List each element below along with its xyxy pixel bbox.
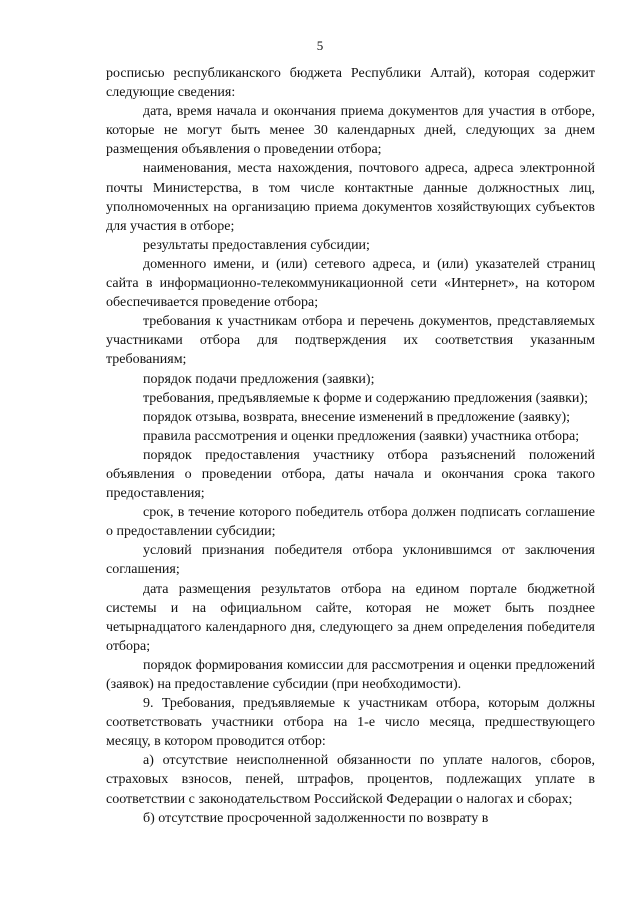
paragraph-evaluation-rules: правила рассмотрения и оценки предложения (заявки) участника отбора;	[143, 428, 580, 444]
paragraph-commission-formation: порядок формирования комиссии для рассмотрения и оценки предложений (заявок) на предоставление субсидии (при необходимости).	[106, 657, 595, 692]
paragraph-participant-requirements: требования к участникам отбора и перечень документов, представляемых участниками отбора для подтверждения их соответствия указанным требованиям;	[106, 314, 595, 368]
paragraph-intro-continuation: росписью республиканского бюджета Республики Алтай), которая содержит следующие сведения:	[106, 66, 595, 101]
paragraph-agreement-deadline: срок, в течение которого победитель отбора должен подписать соглашение о предоставлении субсидии;	[106, 505, 595, 540]
paragraph-application-form: требования, предъявляемые к форме и содержанию предложения (заявки);	[143, 390, 588, 406]
paragraph-withdrawal-procedure: порядок отзыва, возврата, внесение изменений в предложение (заявку);	[143, 409, 570, 425]
paragraph-clarifications: порядок предоставления участнику отбора разъяснений положений объявления о проведении отбора, даты начала и окончания срока такого предоставления;	[106, 447, 595, 502]
paragraph-section-9-requirements: 9. Требования, предъявляемые к участникам отбора, которым должны соответствовать участники отбора на 1-е число месяца, предшествующего месяцу, в котором проводится отбор:	[106, 696, 595, 750]
paragraph-domain-name: доменного имени, и (или) сетевого адреса, и (или) указателей страниц сайта в информационно-телекоммуникационной сети «Интернет», на котором обеспечивается проведение отбора;	[106, 256, 595, 311]
paragraph-ministry-contacts: наименования, места нахождения, почтового адреса, адреса электронной почты Министерства, в том числе контактные данные должностных лиц, уполномоченных на организацию приема документов хозяйствующих субъектов для участия в отборе;	[106, 161, 595, 234]
paragraph-item-b-overdue-debt: б) отсутствие просроченной задолженности по возврату в	[143, 810, 489, 826]
paragraph-evasion-conditions: условий признания победителя отбора уклонившимся от заключения соглашения;	[106, 543, 595, 578]
paragraph-subsidy-results: результаты предоставления субсидии;	[143, 237, 370, 253]
paragraph-application-procedure: порядок подачи предложения (заявки);	[143, 371, 375, 387]
paragraph-results-publication: дата размещения результатов отбора на едином портале бюджетной системы и на официальном сайте, которая не может быть позднее четырнадцатого календарного дня, следующего за днем определения победителя отбора;	[106, 581, 595, 654]
body-text	[106, 64, 595, 828]
page-number: 5	[316, 38, 324, 53]
paragraph-submission-dates: дата, время начала и окончания приема документов для участия в отборе, которые не могут быть менее 30 календарных дней, следующих за днем размещения объявления о проведении отбора;	[106, 104, 595, 158]
paragraph-item-a-tax-obligations: а) отсутствие неисполненной обязанности по уплате налогов, сборов, страховых взносов, пеней, штрафов, процентов, подлежащих уплате в соответствии с законодательством Российской Федерации о налогах и сборах;	[106, 753, 595, 807]
